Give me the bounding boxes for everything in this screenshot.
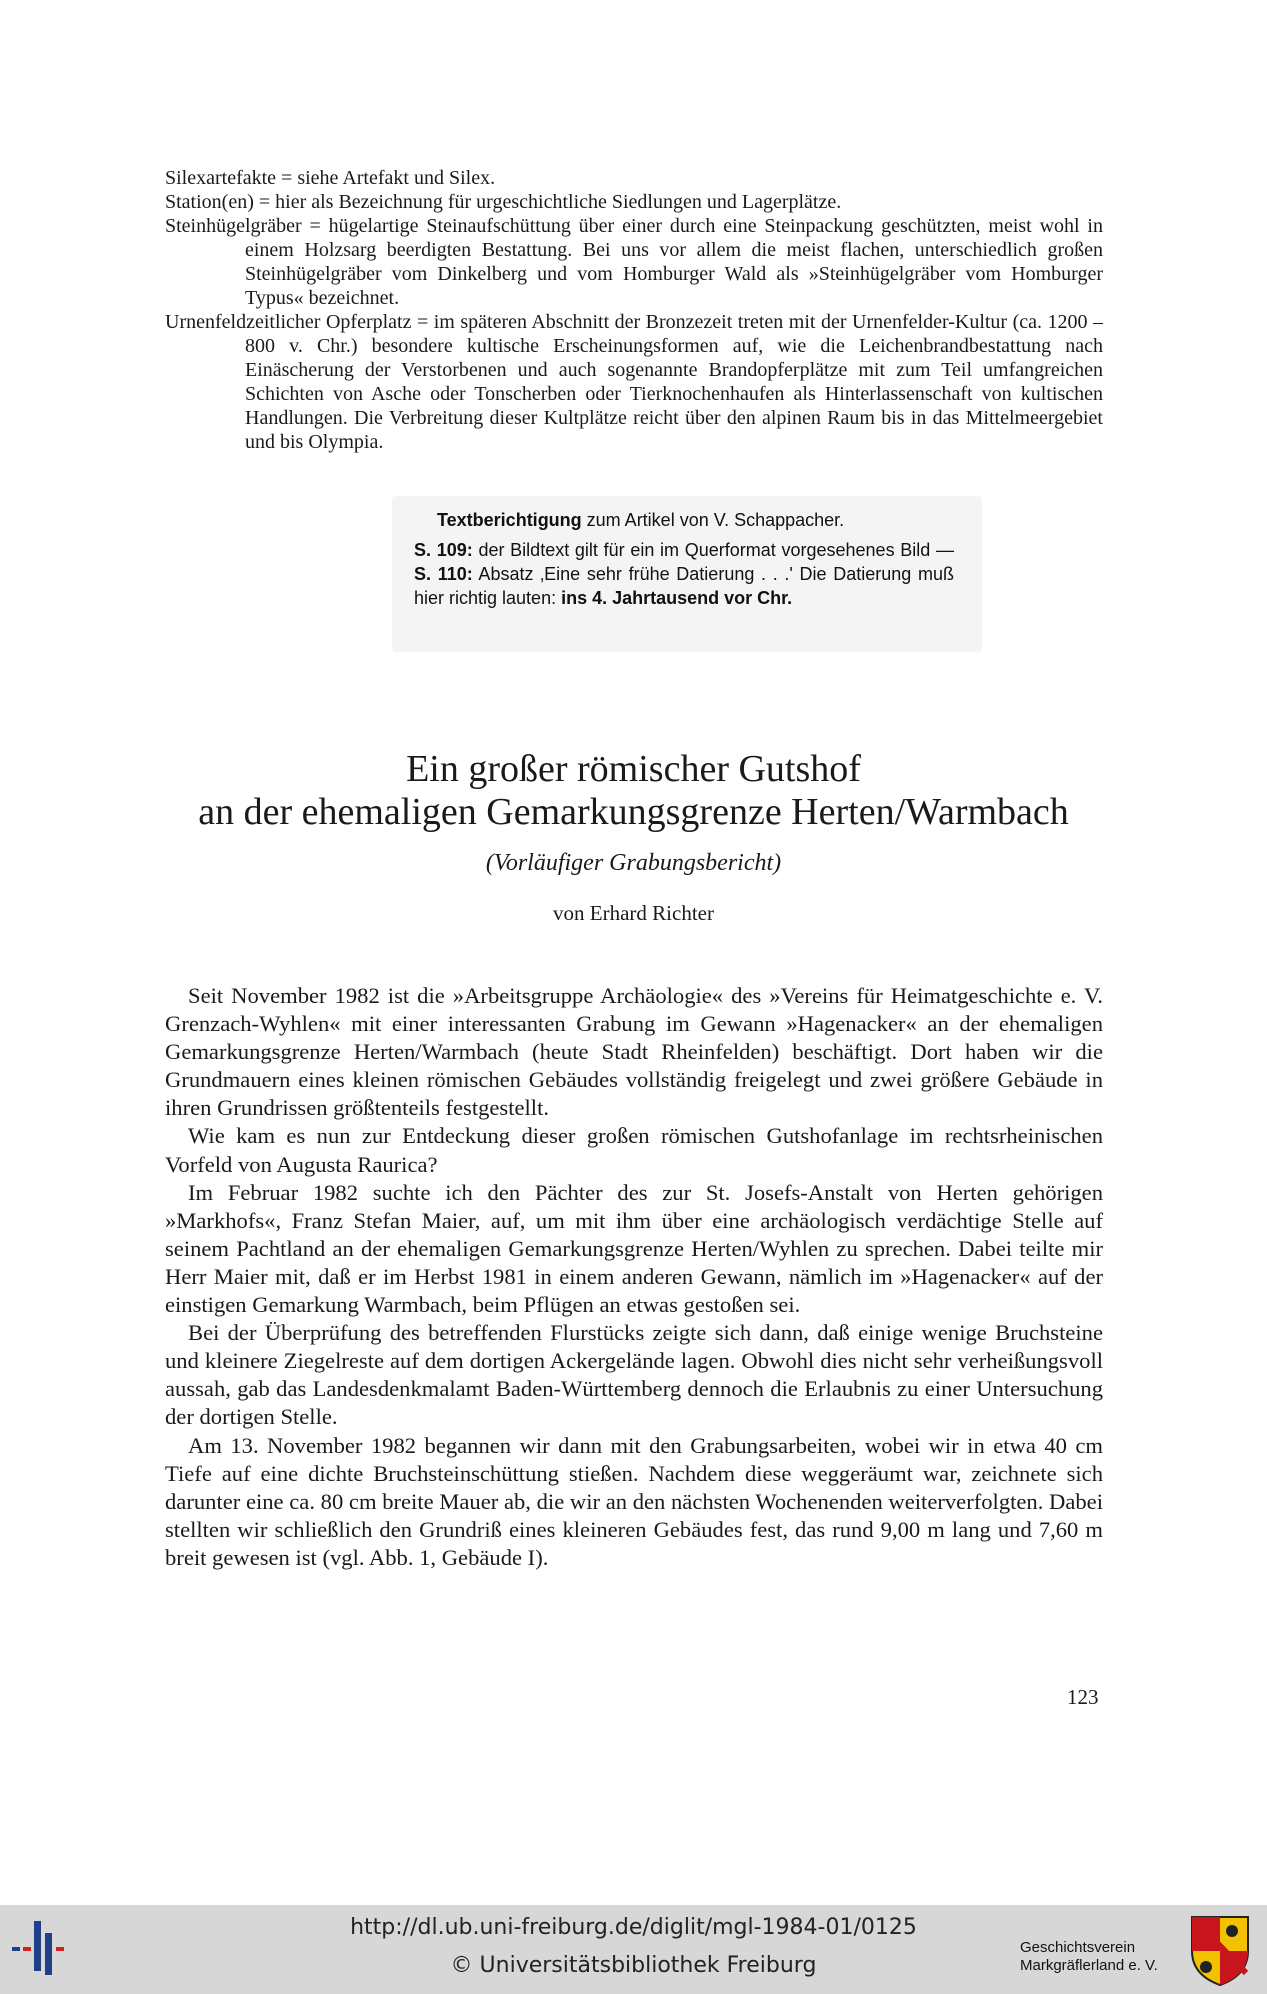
article-title-line-2: an der ehemaligen Gemarkungsgrenze Herten/Warmbach bbox=[198, 791, 1069, 833]
correction-text-2: Absatz ‚Eine sehr frühe Datierung . . .' Die Datierung muß hier richtig lauten: bbox=[414, 564, 954, 608]
glossary-entry: Urnenfeldzeitlicher Opferplatz = im späteren Abschnitt der Bronzezeit treten mit der Urnenfelder-Kultur (ca. 1200 – 800 v. Chr.) besondere kultische Erscheinungsformen auf, wie die Leichenbrandbestattung nach Einäscherung der Verstorbenen und auch sogenannte Brandopferplätze mit zum Teil umfangreichen Schichten von Asche oder Tonscherben oder Tierknochenhaufen als Hinterlassenschaft von kultischen Handlungen. Die Verbreitung dieser Kultplätze reicht über den alpinen Raum bis in das Mittelmeergebiet und bis Olympia. bbox=[165, 311, 1103, 453]
paragraph: Bei der Überprüfung des betreffenden Flurstücks zeigte sich dann, daß einige wenige Bruchsteine und kleinere Ziegelreste auf dem dortigen Ackergelände lagen. Obwohl dies nicht sehr verheißungsvoll aussah, gab das Landesdenkmalamt Baden-Württemberg dennoch die Erlaubnis zu einer Untersuchung der dortigen Stelle. bbox=[165, 1320, 1103, 1430]
correction-heading bbox=[437, 508, 844, 532]
article-body bbox=[165, 982, 1103, 1572]
society-line-1: Geschichtsverein bbox=[1020, 1939, 1136, 1956]
correction-heading-rest: zum Artikel von V. Schappacher. bbox=[581, 510, 845, 530]
society-name bbox=[1020, 1939, 1158, 1975]
paragraph: Im Februar 1982 suchte ich den Pächter des zur St. Josefs-Anstalt von Herten gehörigen »Markhofs«, Franz Stefan Maier, auf, um mit ihm über eine archäologisch verdächtige Stelle auf seinem Pachtland an der ehemaligen Gemarkungsgrenze Herten/Wyhlen zu sprechen. Dabei teilte mir Herr Maier mit, daß er im Herbst 1981 in einem anderen Gewann, nämlich im »Hagenacker« auf der einstigen Gemarkung Warmbach, beim Pflügen an etwas gestoßen sei. bbox=[165, 1179, 1103, 1318]
paragraph: Wie kam es nun zur Entdeckung dieser großen römischen Gutshofanlage im rechtsrheinischen Vorfeld von Augusta Raurica? bbox=[165, 1123, 1103, 1177]
coat-of-arms-icon[interactable] bbox=[1188, 1913, 1252, 1987]
correction-body bbox=[414, 538, 954, 610]
glossary-section bbox=[165, 166, 1103, 454]
article-title-line-1: Ein großer römischer Gutshof bbox=[406, 748, 861, 790]
article-byline: von Erhard Richter bbox=[553, 901, 714, 925]
glossary-entry: Station(en) = hier als Bezeichnung für urgeschichtliche Siedlungen und Lagerplätze. bbox=[165, 191, 842, 213]
correction-emphasis: ins 4. Jahrtausend vor Chr. bbox=[561, 588, 793, 608]
correction-heading-bold: Textberichtigung bbox=[437, 510, 582, 530]
correction-ref-1: S. 109: bbox=[414, 540, 473, 560]
source-url-link[interactable]: http://dl.ub.uni-freiburg.de/diglit/mgl-1984-01/0125 bbox=[350, 1915, 917, 1940]
page-number: 123 bbox=[1067, 1685, 1099, 1709]
glossary-entry: Silexartefakte = siehe Artefakt und Silex. bbox=[165, 167, 496, 189]
correction-text-1: der Bildtext gilt für ein im Querformat vorgesehenes Bild — bbox=[472, 540, 954, 560]
article-title bbox=[0, 748, 1267, 834]
paragraph: Am 13. November 1982 begannen wir dann mit den Grabungsarbeiten, wobei wir in etwa 40 cm Tiefe auf eine dichte Bruchsteinschüttung stießen. Nachdem diese weggeräumt war, zeichnete sich darunter eine ca. 80 cm breite Mauer ab, die wir an den nächsten Wochenenden weiterverfolgten. Dabei stellten wir schließlich den Grundriß eines kleineren Gebäudes fest, das rund 9,00 m lang und 7,60 m breit gewesen ist (vgl. Abb. 1, Gebäude I). bbox=[165, 1432, 1103, 1570]
copyright-text: © Universitätsbibliothek Freiburg bbox=[450, 1953, 817, 1978]
footer-bar bbox=[0, 1905, 1267, 1994]
glossary-entry: Steinhügelgräber = hügelartige Steinaufschüttung über einer durch eine Steinpackung geschützten, meist wohl in einem Holzsarg beerdigten Bestattung. Bei uns vor allem die meist flachen, unterschiedlich großen Steinhügelgräber vom Dinkelberg und vom Homburger Wald als »Steinhügelgräber vom Homburger Typus« bezeichnet. bbox=[165, 215, 1103, 309]
correction-notice bbox=[392, 496, 982, 652]
society-line-2: Markgräflerland e. V. bbox=[1020, 1957, 1158, 1974]
article-subtitle: (Vorläufiger Grabungsbericht) bbox=[485, 850, 782, 876]
paragraph: Seit November 1982 ist die »Arbeitsgruppe Archäologie« des »Vereins für Heimatgeschichte e. V. Grenzach-Wyhlen« mit einer interessanten Grabung im Gewann »Hagenacker« an der ehemaligen Gemarkungsgrenze Herten/Warmbach (heute Stadt Rheinfelden) beschäftigt. Dort haben wir die Grundmauern eines kleinen römischen Gebäudes vollständig freigelegt und zwei größere Gebäude in ihren Grundrissen größtenteils festgestellt. bbox=[165, 983, 1103, 1121]
correction-ref-2: S. 110: bbox=[414, 564, 473, 584]
